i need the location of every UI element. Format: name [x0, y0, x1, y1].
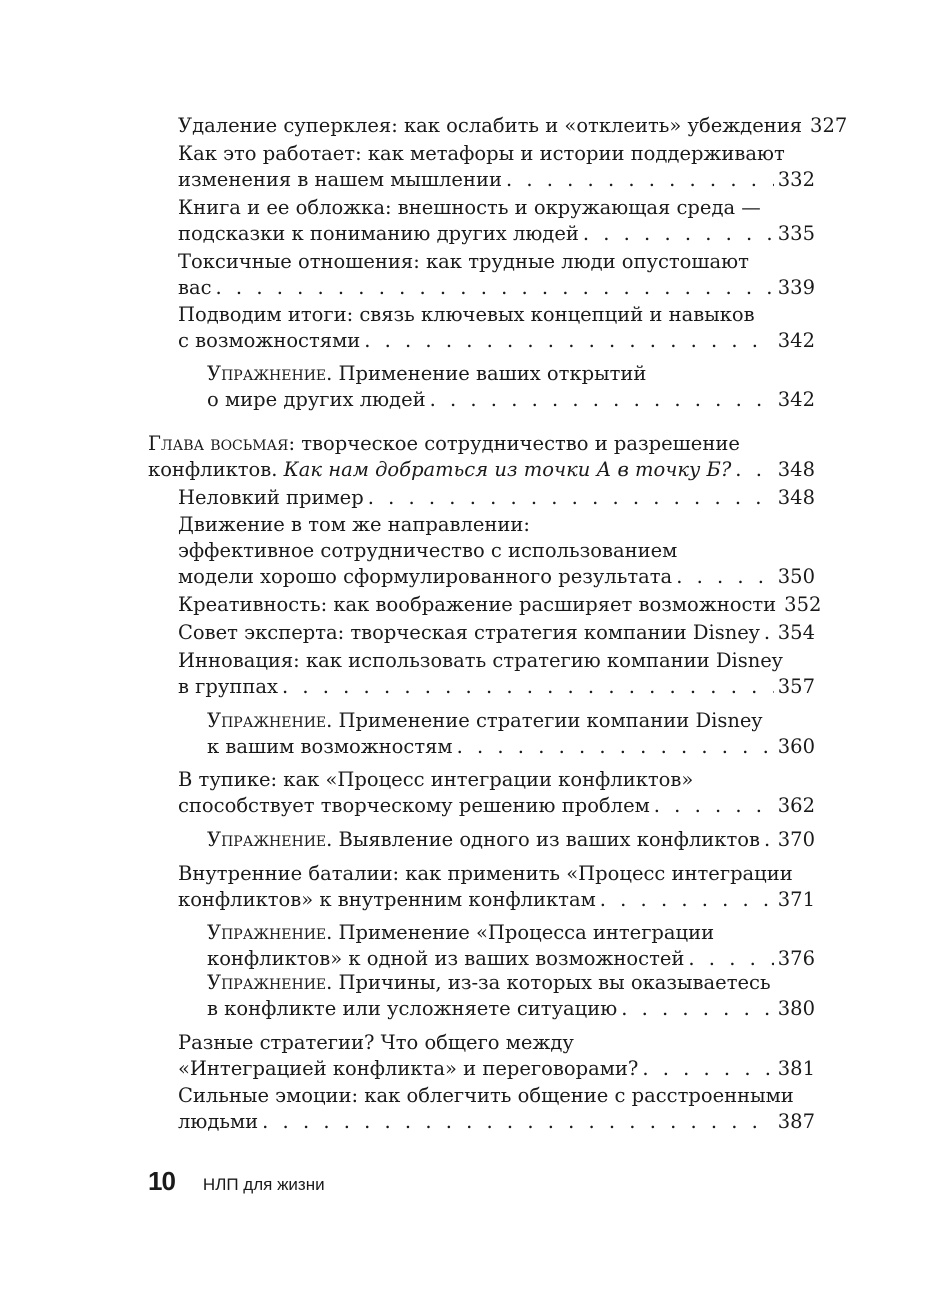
page-ref: 352	[784, 593, 822, 616]
toc-entry: Движение в том же направлении: эффективное сотрудничество с использованием модели хорошо сформулированного результата . . . 350	[178, 512, 815, 590]
page-ref: 387	[777, 1110, 815, 1133]
leader-dots	[430, 387, 774, 413]
toc-exercise-entry: Упражнение. Выявление одного из ваших конфликтов . . . 370	[207, 827, 815, 853]
page-number: 10	[148, 1166, 175, 1196]
chapter-label: Глава восьмая	[148, 432, 289, 455]
page-ref: 371	[777, 888, 815, 911]
leader-dots	[368, 485, 774, 511]
page-ref: 332	[777, 168, 815, 191]
leader-dots	[764, 620, 774, 646]
page-ref: 348	[777, 458, 815, 481]
toc-entry: Неловкий пример . . . 348	[178, 485, 815, 511]
leader-dots	[216, 275, 774, 301]
toc-entry: Внутренние баталии: как применить «Процесс интеграции конфликтов» к внутренним конфликтам . . . 371	[178, 861, 815, 913]
exercise-label: Упражнение.	[207, 709, 333, 732]
toc-chapter-entry: Глава восьмая: творческое сотрудничество и разрешение конфликтов. Как нам добраться из точки А в точку Б? . . . 348	[148, 431, 815, 483]
page-ref: 370	[777, 828, 815, 851]
page-ref: 362	[777, 794, 815, 817]
toc-entry: Подводим итоги: связь ключевых концепций и навыков с возможностями . . . 342	[178, 302, 815, 354]
page-ref: 350	[777, 565, 815, 588]
leader-dots	[262, 1109, 774, 1135]
page-ref: 342	[777, 329, 815, 352]
toc-exercise-entry: Упражнение. Применение ваших открытий о мире других людей . . . 342	[207, 361, 815, 413]
leader-dots	[642, 1056, 773, 1082]
leader-dots	[583, 221, 774, 247]
page-ref: 339	[777, 276, 815, 299]
page-ref: 335	[777, 222, 815, 245]
page-ref: 357	[777, 675, 815, 698]
exercise-label: Упражнение.	[207, 362, 333, 385]
toc-exercise-entry: Упражнение. Причины, из-за которых вы оказываетесь в конфликте или усложняете ситуацию . . . 380	[207, 970, 815, 1022]
page-ref: 381	[777, 1057, 815, 1080]
toc-exercise-entry: Упражнение. Применение «Процесса интеграции конфликтов» к одной из ваших возможностей . . . 376	[207, 920, 815, 972]
leader-dots	[735, 457, 773, 483]
page-ref: 380	[777, 997, 815, 1020]
exercise-label: Упражнение.	[207, 971, 333, 994]
page-ref: 360	[777, 735, 815, 758]
leader-dots	[621, 996, 774, 1022]
toc-entry: Совет эксперта: творческая стратегия компании Disney . . . 354	[178, 620, 815, 646]
page-ref: 327	[810, 114, 848, 137]
toc-entry: Креативность: как воображение расширяет возможности 352	[178, 593, 822, 616]
leader-dots	[764, 827, 774, 853]
toc-exercise-entry: Упражнение. Применение стратегии компании Disney к вашим возможностям . . . 360	[207, 708, 815, 760]
page-footer	[148, 1166, 325, 1197]
leader-dots	[457, 734, 774, 760]
toc-entry: Книга и ее обложка: внешность и окружающая среда — подсказки к пониманию других людей . . . 335	[178, 195, 815, 247]
leader-dots	[688, 946, 773, 972]
page-ref: 348	[777, 486, 815, 509]
page-ref: 354	[777, 621, 815, 644]
page-ref: 342	[777, 388, 815, 411]
leader-dots	[282, 674, 774, 700]
toc-entry: Удаление суперклея: как ослабить и «отклеить» убеждения 327	[178, 114, 848, 137]
exercise-label: Упражнение.	[207, 828, 333, 851]
leader-dots	[600, 887, 774, 913]
toc-entry: Сильные эмоции: как облегчить общение с расстроенными людьми . . . 387	[178, 1083, 815, 1135]
exercise-label: Упражнение.	[207, 921, 333, 944]
page-ref: 376	[777, 947, 815, 970]
leader-dots	[506, 167, 774, 193]
toc-entry: Инновация: как использовать стратегию компании Disney в группах . . . 357	[178, 648, 815, 700]
toc-entry: Токсичные отношения: как трудные люди опустошают вас . . . 339	[178, 249, 815, 301]
toc-entry: В тупике: как «Процесс интеграции конфликтов» способствует творческому решению проблем . . . 362	[178, 767, 815, 819]
leader-dots	[654, 793, 774, 819]
leader-dots	[364, 328, 774, 354]
toc-entry: Как это работает: как метафоры и истории поддерживают изменения в нашем мышлении . . . 332	[178, 141, 815, 193]
toc-entry: Разные стратегии? Что общего между «Интеграцией конфликта» и переговорами? . . . 381	[178, 1030, 815, 1082]
chapter-subtitle: Как нам добраться из точки А в точку Б?	[283, 458, 732, 481]
running-title: НЛП для жизни	[202, 1175, 325, 1194]
leader-dots	[676, 564, 774, 590]
